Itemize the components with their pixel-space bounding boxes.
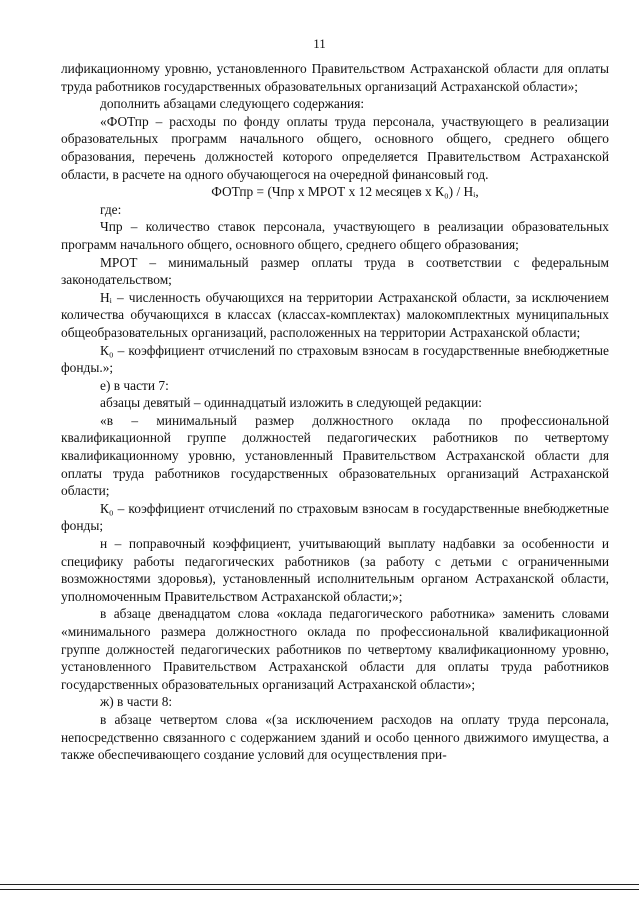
- formula: ФОТпр = (Чпр х МРОТ х 12 месяцев х К₀) / Нᵢ,: [211, 184, 479, 200]
- paragraph-mrot: МРОТ – минимальный размер оплаты труда в соответствии с федеральным законодательством;: [61, 254, 609, 288]
- paragraph-abzacy: абзацы девятый – одиннадцатый изложить в следующей редакции:: [100, 395, 482, 411]
- paragraph-3: «ФОТпр – расходы по фонду оплаты труда персонала, участвующего в реализации образовательных программ начального общего, основного общего, среднего общего образования, перечень должностей которого определяется Правительством Астраханской области, в расчете на одного обучающегося на очередной финансовый год.: [61, 113, 609, 182]
- paragraph-n: н – поправочный коэффициент, учитывающий выплату надбавки за особенности и специфику работы педагогических работников (за работу с детьми с ограниченными возможностями здоровья), установленный исполнительным органом Астраханской области, уполномоченным Правительством Астраханской области;»;: [61, 536, 609, 604]
- paragraph-chpr: Чпр – количество ставок персонала, участвующего в реализации образовательных программ начального общего, основного общего, среднего общего образования;: [61, 219, 609, 252]
- page-bottom-rule: [0, 884, 639, 885]
- document-body: [61, 60, 609, 764]
- paragraph-where: где:: [100, 201, 122, 217]
- paragraph-k0-2: К₀ – коэффициент отчислений по страховым взносам в государственные внебюджетные фонды;: [61, 500, 609, 534]
- page-number: 11: [313, 36, 326, 51]
- paragraph-v: «в – минимальный размер должностного оклада по профессиональной квалификационной группе должностей педагогических работников по четвертому квалификационному уровню, установленный Правительством Астраханской области для оплаты труда работников государственных образовательных организаций Астраханской области;: [61, 412, 609, 499]
- paragraph-k0: К₀ – коэффициент отчислений по страховым взносам в государственные внебюджетные фонды.»;: [61, 342, 609, 376]
- paragraph-abzac4: в абзаце четвертом слова «(за исключением расходов на оплату труда персонала, непосредственно связанного с содержанием зданий и особо ценного движимого имущества, а также обеспечивающего создание условий для осуществления при-: [61, 711, 609, 763]
- page-bottom-rule-lower: [0, 889, 639, 890]
- paragraph-ni: Нᵢ – численность обучающихся на территории Астраханской области, за исключением количества обучающихся в классах (классах-комплектах) малокомплектных муниципальных общеобразовательных организаций, расположенных на территории Астраханской области;: [61, 289, 609, 340]
- paragraph-abzac12: в абзаце двенадцатом слова «оклада педагогического работника» заменить словами «минимального размера должностного оклада по профессиональной квалификационной группе должностей педагогических работников по четвертому квалификационному уровню, установленного Правительством Астраханской области для оплаты труда работников государственных образовательных организаций Астраханской области»;: [61, 606, 609, 692]
- paragraph-2: дополнить абзацами следующего содержания:: [100, 96, 365, 112]
- paragraph-part8: ж) в части 8:: [100, 694, 173, 710]
- paragraph-1: лификационному уровню, установленного Правительством Астраханской области для оплаты труда работников государственных образовательных организаций Астраханской области»;: [61, 61, 609, 94]
- paragraph-part7: е) в части 7:: [100, 377, 169, 393]
